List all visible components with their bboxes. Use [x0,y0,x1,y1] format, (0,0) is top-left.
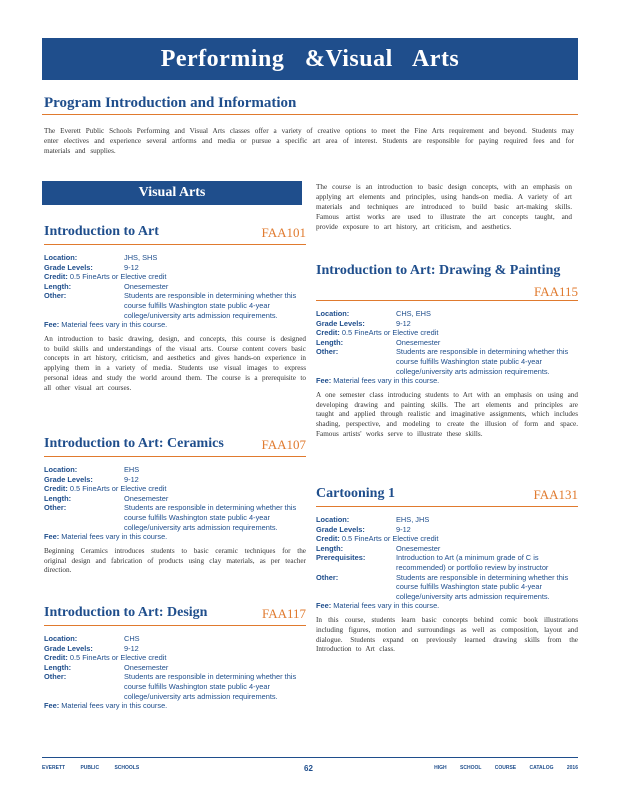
credit-label: Credit: [44,484,68,494]
course-intro-to-art [44,224,306,394]
credit-label: Credit: [44,653,68,663]
other-value: Students are responsible in determining whether this course fulfills Washington state public 4-year college/university arts admission requirements. [124,672,297,701]
credit-value: 0.5 FineArts or Elective credit [69,272,167,282]
fee-value: Material fees vary in this course. [333,376,440,386]
course-header [316,263,578,300]
grade-value: 9-12 [124,643,139,653]
course-description: In this course, students learn basic concepts behind comic book illustrations including figures, motion and surroundings as well as composition, layout and dialogue. Students expand on previously learned drawing skills from the Introduction to Art class. [316,615,578,654]
other-value: Students are responsible in determining whether this course fulfills Washington state public 4-year college/university arts admission requirements. [396,347,569,376]
program-divider [42,114,578,115]
footer-left: EVERETT PUBLIC SCHOOLS [42,765,140,771]
other-value: Students are responsible in determining whether this course fulfills Washington state public 4-year college/university arts admission requirements. [124,503,297,532]
credit-label: Credit: [316,534,340,544]
length-label: Length: [44,493,72,503]
course-info [44,634,306,711]
fee-label: Fee: [316,601,332,611]
location-value: CHS, EHS [396,309,431,318]
length-value: Onesemester [124,281,169,291]
other-label: Other: [44,672,67,682]
course-header [44,605,306,625]
location-value: CHS [124,634,140,643]
course-code: FAA107 [261,437,306,452]
grade-label: Grade Levels: [316,524,365,534]
course-title: Introduction to Art: Ceramics [44,436,224,451]
location-label: Location: [44,253,78,262]
location-label: Location: [44,465,78,474]
location-value: JHS, SHS [124,253,158,262]
other-label: Other: [316,347,339,357]
course-cartooning-1 [316,486,578,655]
banner-title: Performing &Visual Arts [160,46,460,72]
fee-value: Material fees vary in this course. [61,701,168,711]
length-label: Length: [44,662,72,672]
course-description: A one semester class introducing students to Art with an emphasis on using and developing drawing and painting skills. The art elements and principles are taught and applied through realistic and imaginative assignments, which includes shading, perspective, and modeling to create the illusion of form and space. Famous artists' works serve to illustrate these skills. [316,390,578,438]
course-info [44,253,306,330]
program-body: The Everett Public Schools Performing and Visual Arts classes offer a variety of creative options to meet the Fine Arts requirement and beyond. Students may enter electives and experience several artforms and media or pursue a specific art area of interest. Students are responsible for paying required fees and for materials and supplies. [44,127,574,155]
credit-value: 0.5 FineArts or Elective credit [341,328,439,338]
course-code: FAA115 [533,284,578,299]
course-code: FAA131 [533,487,578,502]
course-intro-to-art-ceramics [44,436,306,576]
course-info [44,465,306,542]
length-value: Onesemester [396,337,441,347]
footer-divider [42,757,578,758]
fee-value: Material fees vary in this course. [333,601,440,611]
grade-value: 9-12 [396,524,411,534]
other-label: Other: [316,572,339,582]
course-code: FAA117 [261,606,306,621]
location-label: Location: [316,515,350,524]
credit-value: 0.5 FineArts or Elective credit [341,534,439,544]
length-value: Onesemester [124,493,169,503]
course-title: Introduction to Art [44,224,159,239]
course-title: Cartooning 1 [316,486,395,501]
design-course-description: The course is an introduction to basic design concepts, with an emphasis on applying art elements and principles, using hands-on media. A variety of art materials and techniques are introduced to build basic art-making skills. Famous artist works are used to illustrate the art concepts taught, and provide exposure to art history, art criticism, and aesthetics. [316,183,572,231]
page-number: 62 [304,764,313,773]
length-label: Length: [316,337,344,347]
page-banner [42,38,578,80]
course-intro-to-art-drawing-painting [316,263,578,440]
length-value: Onesemester [124,662,169,672]
course-intro-to-art-design [44,605,306,711]
course-divider [316,300,578,301]
grade-value: 9-12 [396,318,411,328]
credit-label: Credit: [316,328,340,338]
visual-arts-header: Visual Arts [42,181,302,205]
fee-label: Fee: [44,701,60,711]
other-value: Students are responsible in determining whether this course fulfills Washington state public 4-year college/university arts admission requirements. [124,291,297,320]
footer-right: HIGH SCHOOL COURSE CATALOG 2016 [434,765,578,771]
fee-value: Material fees vary in this course. [61,320,168,330]
course-header [44,436,306,456]
course-info [316,309,578,386]
grade-label: Grade Levels: [316,318,365,328]
course-code: FAA101 [261,225,306,240]
course-header [316,486,578,506]
course-description: Beginning Ceramics introduces students to basic ceramic techniques for the original design and fabrication of products using clay materials, as per teacher direction. [44,546,306,575]
program-title: Program Introduction and Information [44,95,297,111]
course-description: An introduction to basic drawing, design, and concepts, this course is designed to build skills and understandings of the visual arts. Course content covers basic concepts in art history, criticism, and aesthetics and gives hands-on experience in applying them in a variety of media. Students use visual images to express personal ideas and study the world around them. The course is a prerequisite to all other visual art courses. [44,334,306,392]
location-value: EHS, JHS [396,515,430,524]
location-label: Location: [44,634,78,643]
grade-label: Grade Levels: [44,643,93,653]
prerequisites-value: Introduction to Art (a minimum grade of C is recommended) or portfolio review by instructor [396,553,549,572]
grade-label: Grade Levels: [44,262,93,272]
grade-value: 9-12 [124,474,139,484]
fee-label: Fee: [316,376,332,386]
fee-label: Fee: [44,320,60,330]
other-value: Students are responsible in determining whether this course fulfills Washington state public 4-year college/university arts admission requirements. [396,572,569,601]
course-divider [44,456,306,457]
length-value: Onesemester [396,543,441,553]
location-label: Location: [316,309,350,318]
prerequisites-label: Prerequisites: [316,553,366,563]
credit-value: 0.5 FineArts or Elective credit [69,484,167,494]
grade-value: 9-12 [124,262,139,272]
length-label: Length: [316,543,344,553]
credit-value: 0.5 FineArts or Elective credit [69,653,167,663]
course-header [44,224,306,244]
course-divider [44,625,306,626]
course-title: Introduction to Art: Design [44,605,208,620]
grade-label: Grade Levels: [44,474,93,484]
course-info [316,515,578,611]
other-label: Other: [44,291,67,301]
fee-value: Material fees vary in this course. [61,532,168,542]
credit-label: Credit: [44,272,68,282]
course-divider [316,506,578,507]
course-title: Introduction to Art: Drawing & Painting [316,263,561,278]
course-divider [44,244,306,245]
other-label: Other: [44,503,67,513]
fee-label: Fee: [44,532,60,542]
location-value: EHS [124,465,140,474]
length-label: Length: [44,281,72,291]
